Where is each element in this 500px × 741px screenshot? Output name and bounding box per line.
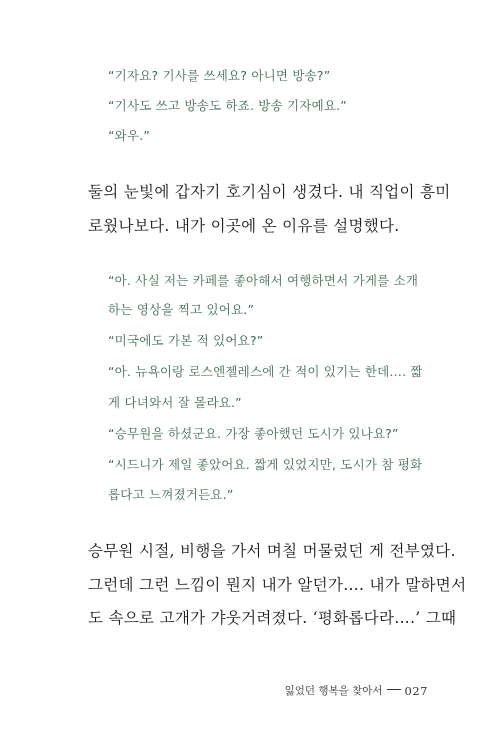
dialogue-line: “시드니가 제일 좋았어요. 짧게 있었지만, 도시가 참 평화	[108, 457, 423, 472]
dialogue-line: “기자요? 기사를 쓰세요? 아니면 방송?”	[108, 68, 331, 83]
dialogue-line: 게 다녀와서 잘 몰라요.”	[108, 395, 242, 410]
dialogue-line: “미국에도 가본 적 있어요?”	[108, 333, 264, 348]
dialogue-line: “아. 사실 저는 카페를 좋아해서 여행하면서 가게를 소개	[108, 273, 419, 288]
footer-divider	[387, 689, 401, 690]
dialogue-line: 롭다고 느껴졌거든요.”	[108, 487, 234, 502]
narration-line: 그런데 그런 느낌이 뭔지 내가 알던가…. 내가 말하면서	[88, 576, 467, 594]
book-title: 잃었던 행복을 찾아서	[284, 685, 383, 697]
dialogue-line: “기사도 쓰고 방송도 하죠. 방송 기자예요.”	[108, 98, 347, 113]
narration-line: 승무원 시절, 비행을 가서 며칠 머물렀던 게 전부였다.	[88, 542, 456, 560]
narration-line: 도 속으로 고개가 갸웃거려졌다. ‘평화롭다라….’ 그때	[88, 609, 457, 627]
dialogue-line: “승무원을 하셨군요. 가장 좋아했던 도시가 있나요?”	[108, 426, 399, 441]
dialogue-line: 하는 영상을 찍고 있어요.”	[108, 302, 255, 317]
page-footer	[285, 683, 428, 698]
page-number: 027	[404, 683, 428, 698]
narration-line: 로웠나보다. 내가 이곳에 온 이유를 설명했다.	[88, 217, 400, 235]
dialogue-line: “와우.”	[108, 128, 151, 143]
narration-line: 둘의 눈빛에 갑자기 호기심이 생겼다. 내 직업이 흥미	[88, 183, 451, 201]
dialogue-line: “아. 뉴욕이랑 로스엔젤레스에 간 적이 있기는 한데…. 짧	[108, 364, 423, 379]
